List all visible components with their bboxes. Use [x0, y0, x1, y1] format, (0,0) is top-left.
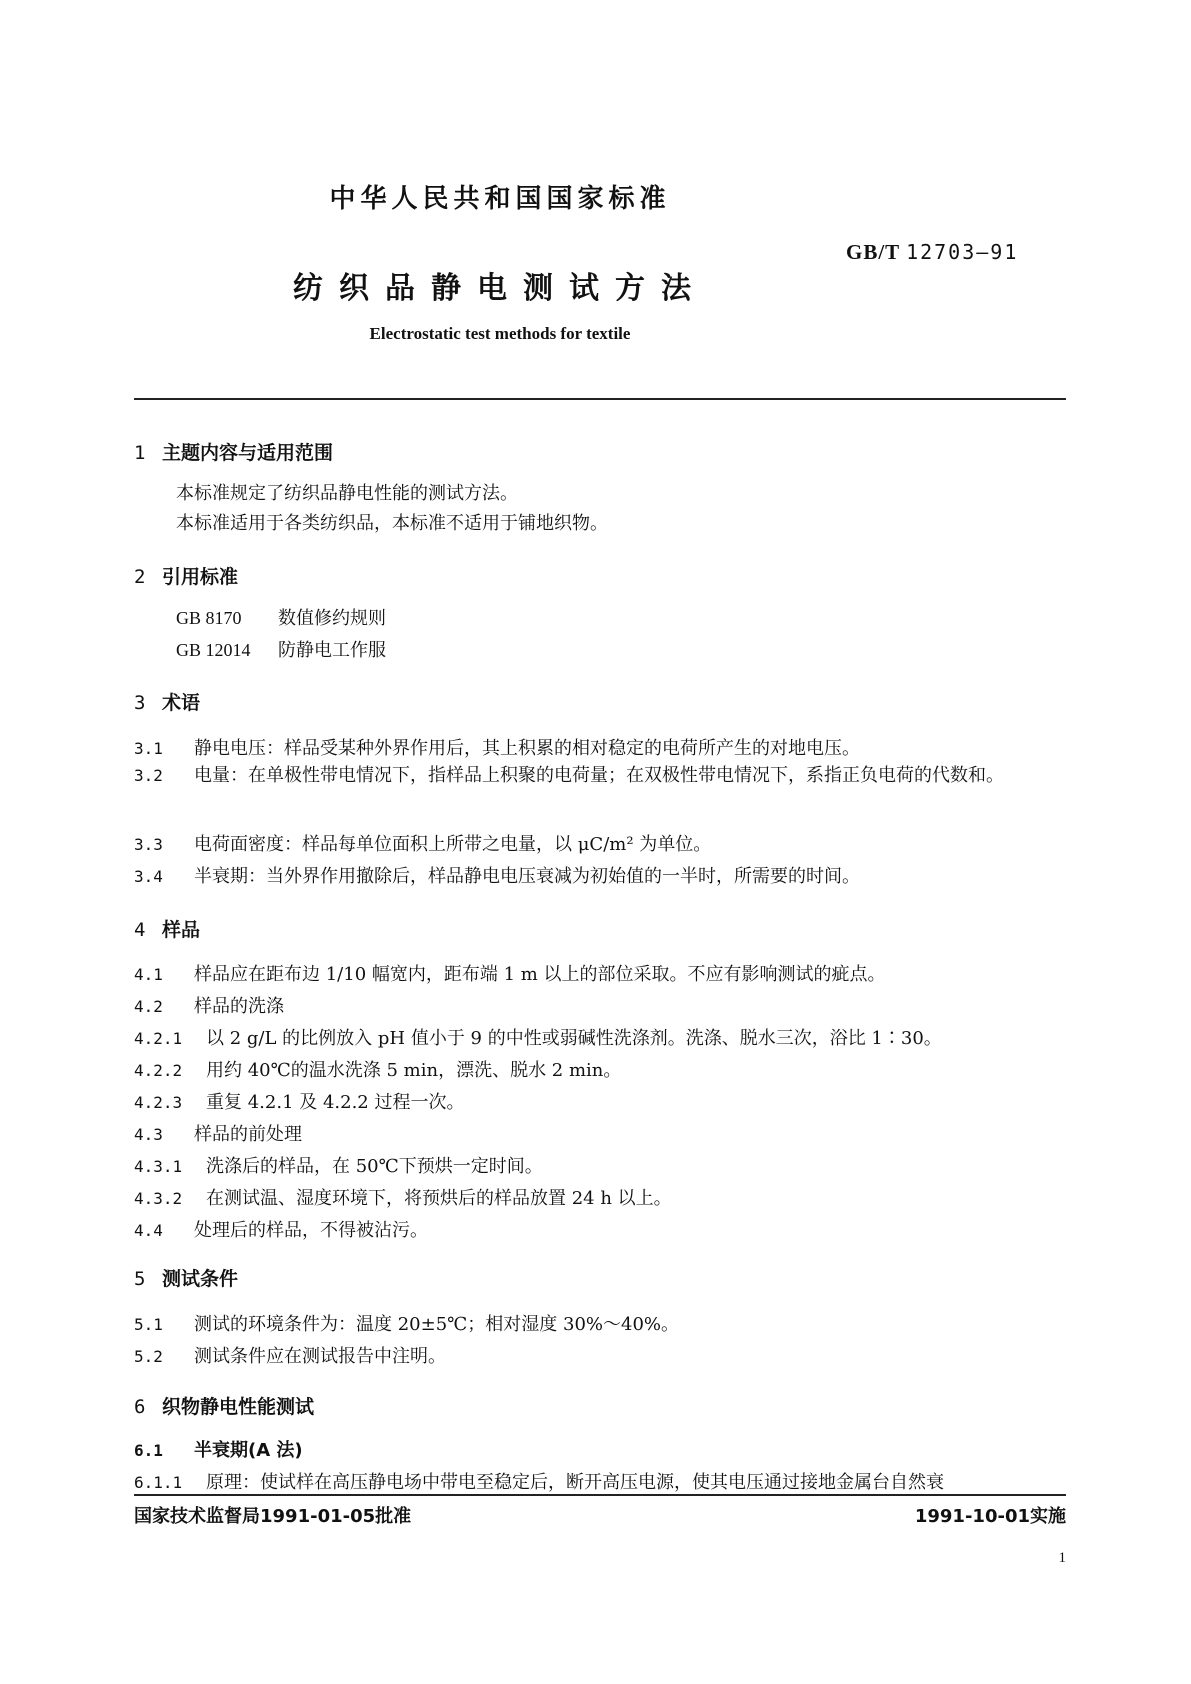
paragraph: 本标准规定了纺织品静电性能的测试方法。 — [176, 483, 518, 504]
clause-number: 4.2.3 — [134, 1093, 183, 1112]
clause-text: 处理后的样品，不得被沾污。 — [194, 1220, 428, 1241]
header-divider — [134, 398, 1066, 400]
section-title: 主题内容与适用范围 — [162, 442, 334, 464]
clause — [134, 1120, 302, 1146]
clause-number: 5.1 — [134, 1315, 163, 1334]
clause — [134, 1436, 303, 1462]
clause-number: 4.3.2 — [134, 1189, 183, 1208]
section-number: 6 — [134, 1396, 146, 1418]
clause-number: 6.1.1 — [134, 1473, 183, 1492]
clause-text: 电荷面密度：样品每单位面积上所带之电量，以 μC/m² 为单位。 — [194, 834, 712, 855]
section-4-heading — [134, 915, 200, 942]
section-title: 织物静电性能测试 — [162, 1396, 315, 1418]
section-5-heading — [134, 1264, 238, 1291]
clause — [134, 830, 711, 856]
clause — [134, 992, 284, 1018]
reference-code: GB 8170 — [176, 608, 242, 628]
clause-text: 原理：使试样在高压静电场中带电至稳定后，断开高压电源，使其电压通过接地金属台自然衰 — [206, 1472, 944, 1493]
section-number: 3 — [134, 692, 146, 714]
clause-text: 样品的前处理 — [194, 1124, 302, 1145]
standard-code-number: 12703—91 — [906, 240, 1019, 264]
clause — [134, 1468, 944, 1494]
clause-number: 4.4 — [134, 1221, 163, 1240]
paragraph: 本标准适用于各类纺织品，本标准不适用于铺地织物。 — [176, 513, 608, 534]
clause-text: 样品应在距布边 1/10 幅宽内，距布端 1 m 以上的部位采取。不应有影响测试的疵点。 — [194, 964, 886, 985]
section-2-heading — [134, 562, 238, 589]
clause-text: 半衰期：当外界作用撤除后，样品静电电压衰减为初始值的一半时，所需要的时间。 — [194, 866, 860, 887]
national-standard-header: 中华人民共和国国家标准 — [329, 184, 671, 214]
clause — [134, 1342, 446, 1368]
clause-text: 测试条件应在测试报告中注明。 — [194, 1346, 446, 1367]
clause-text: 重复 4.2.1 及 4.2.2 过程一次。 — [206, 1092, 465, 1113]
document-title: 纺织品静电测试方法 — [293, 271, 707, 306]
clause — [134, 862, 860, 888]
clause — [134, 1024, 942, 1050]
clause — [134, 1152, 543, 1178]
clause-text: 以 2 g/L 的比例放入 pH 值小于 9 的中性或弱碱性洗涤剂。洗涤、脱水三次，浴比 1∶30。 — [206, 1028, 942, 1049]
reference-code: GB 12014 — [176, 640, 251, 660]
clause — [134, 734, 860, 760]
clause-number: 4.2.2 — [134, 1061, 183, 1080]
clause — [134, 1056, 621, 1082]
reference-name: 数值修约规则 — [278, 608, 386, 629]
document-title-english: Electrostatic test methods for textile — [369, 324, 631, 343]
clause-number: 5.2 — [134, 1347, 163, 1366]
clause-text: 在测试温、湿度环境下，将预烘后的样品放置 24 h 以上。 — [206, 1188, 672, 1209]
page-number: 1 — [1058, 1550, 1066, 1566]
section-6-heading — [134, 1392, 314, 1419]
clause-text: 电量：在单极性带电情况下，指样品上积聚的电荷量；在双极性带电情况下，系指正负电荷的代数和。 — [194, 765, 1004, 786]
clause-wrapped — [134, 760, 1066, 792]
clause-number: 3.4 — [134, 867, 163, 886]
clause-text: 样品的洗涤 — [194, 996, 284, 1017]
clause — [134, 1088, 465, 1114]
clause — [134, 1216, 428, 1242]
clause-text: 洗涤后的样品，在 50℃下预烘一定时间。 — [206, 1156, 543, 1177]
reference-item — [176, 602, 386, 635]
section-number: 4 — [134, 919, 146, 941]
section-title: 测试条件 — [162, 1268, 239, 1290]
reference-item — [176, 634, 386, 667]
clause — [134, 1310, 679, 1336]
clause-number: 3.2 — [134, 766, 163, 785]
approval-date: 国家技术监督局1991-01-05批准 — [134, 1506, 412, 1527]
clause-number: 3.1 — [134, 739, 163, 758]
section-number: 2 — [134, 566, 146, 588]
clause-number: 4.1 — [134, 965, 163, 984]
clause — [134, 960, 886, 986]
reference-name: 防静电工作服 — [278, 640, 386, 661]
clause-number: 4.3 — [134, 1125, 163, 1144]
clause-number: 4.2 — [134, 997, 163, 1016]
section-number: 1 — [134, 442, 146, 464]
clause-text: 测试的环境条件为：温度 20±5℃；相对湿度 30%～40%。 — [194, 1314, 680, 1335]
effective-date: 1991-10-01实施 — [914, 1506, 1066, 1527]
clause-text: 用约 40℃的温水洗涤 5 min，漂洗、脱水 2 min。 — [206, 1060, 622, 1081]
section-1-heading — [134, 438, 333, 465]
clause-number: 6.1 — [134, 1441, 163, 1460]
standard-code — [846, 240, 1018, 265]
clause-text: 静电电压：样品受某种外界作用后，其上积累的相对稳定的电荷所产生的对地电压。 — [194, 738, 860, 759]
section-title: 引用标准 — [162, 566, 239, 588]
standard-code-prefix: GB/T — [846, 240, 900, 264]
clause-number: 4.2.1 — [134, 1029, 183, 1048]
clause-text: 半衰期(A 法) — [194, 1440, 303, 1461]
footer-divider — [134, 1494, 1066, 1496]
clause-number: 3.3 — [134, 835, 163, 854]
clause — [134, 1184, 672, 1210]
section-3-heading — [134, 688, 200, 715]
section-number: 5 — [134, 1268, 146, 1290]
clause-number: 4.3.1 — [134, 1157, 183, 1176]
section-title: 术语 — [162, 692, 201, 714]
section-title: 样品 — [162, 919, 201, 941]
